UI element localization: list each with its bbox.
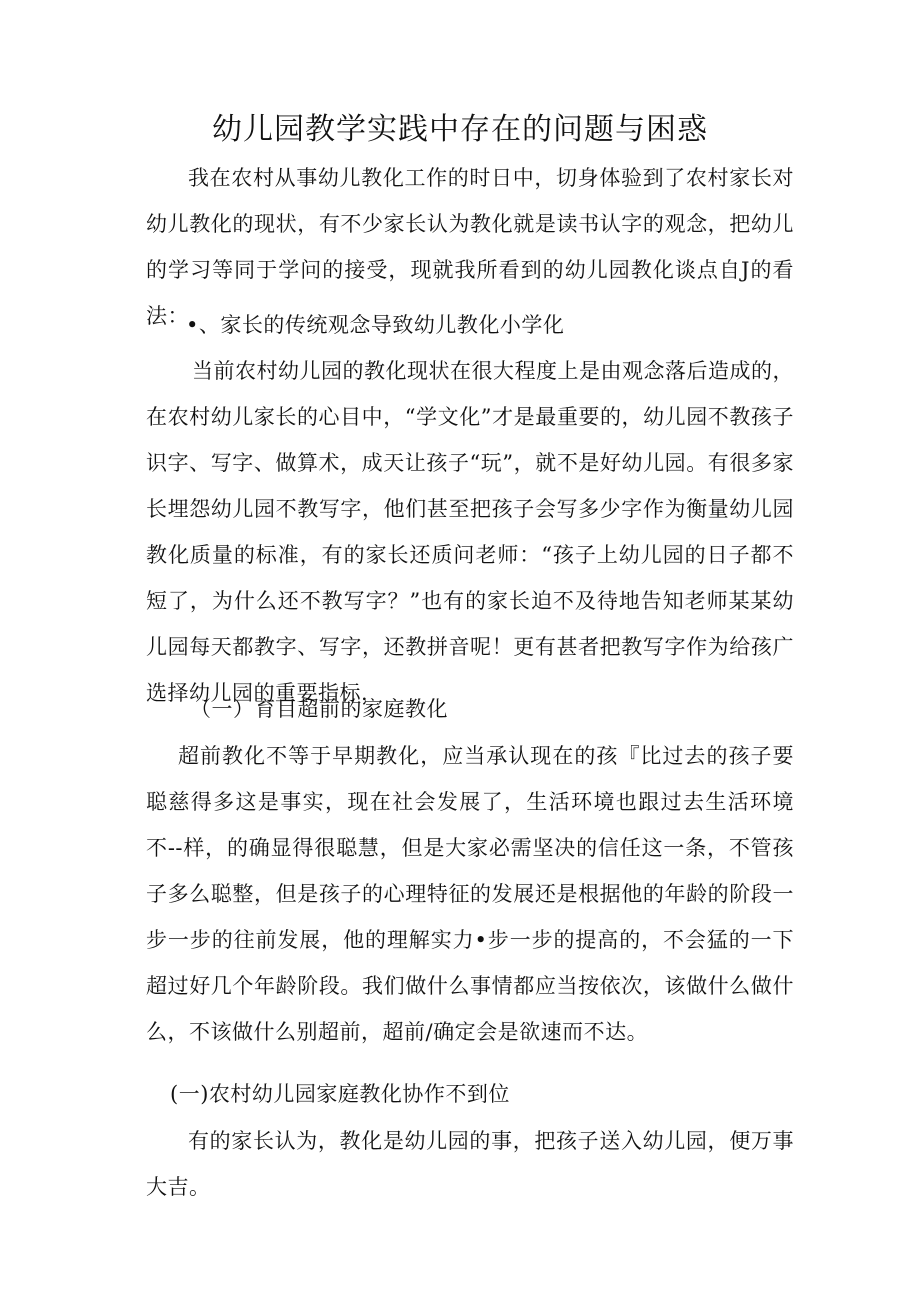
body-paragraph-rural-status: 当前农村幼儿园的教化现状在很大程度上是由观念落后造成的，在农村幼儿家长的心目中，“学文化”才是最重要的，幼儿园不教孩子识字、写字、做算术，成天让孩子“玩”，就不是好幼儿园。有很多家长埋怨幼儿园不教写字，他们甚至把孩子会写多少字作为衡量幼儿园教化质量的标准，有的家长还质问老师：“孩子上幼儿园的日子都不短了，为什么还不教写字？”也有的家长迫不及待地告知老师某某幼儿园每天都教字、写字，还教拼音呢！更有甚者把教写字作为给孩广选择幼儿园的重要指标. xyxy=(146,359,794,705)
subsection-heading-family-cooperation: (一)农村幼儿园家庭教化协作不到位 xyxy=(170,1082,510,1106)
subsection-heading-advanced-education: （一）育目超前的家庭教化 xyxy=(190,697,448,721)
intro-paragraph: 我在农村从事幼儿教化工作的时日中，切身体验到了农村家长对幼儿教化的现状，有不少家长认为教化就是读书认字的观念，把幼儿的学习等同于学问的接受，现就我所看到的幼儿园教化谈点自J的看法： xyxy=(146,166,794,328)
body-paragraph-parents-view: 有的家长认为，教化是幼儿园的事，把孩子送入幼儿园，便万事大吉。 xyxy=(146,1129,794,1199)
section-heading-parents-concept: •、家长的传统观念导致幼儿教化小学化 xyxy=(186,313,565,337)
document-title: 幼儿园教学实践中存在的问题与困惑 xyxy=(212,112,708,147)
body-paragraph-early-education: 超前教化不等于早期教化，应当承认现在的孩『比过去的孩子要聪慈得多这是事实，现在社会发展了，生活环境也跟过去生活环境不--样，的确显得很聪慧，但是大家必需坚决的信任这一条，不管孩子多么聪整，但是孩子的心理特征的发展还是根据他的年龄的阶段一步一步的往前发展，他的理解实力•步一步的提高的，不会猛的一下超过好几个年龄阶段。我们做什么事情都应当按依次，该做什么做什么，不该做什么别超前，超前/确定会是欲速而不达。 xyxy=(146,744,794,1044)
